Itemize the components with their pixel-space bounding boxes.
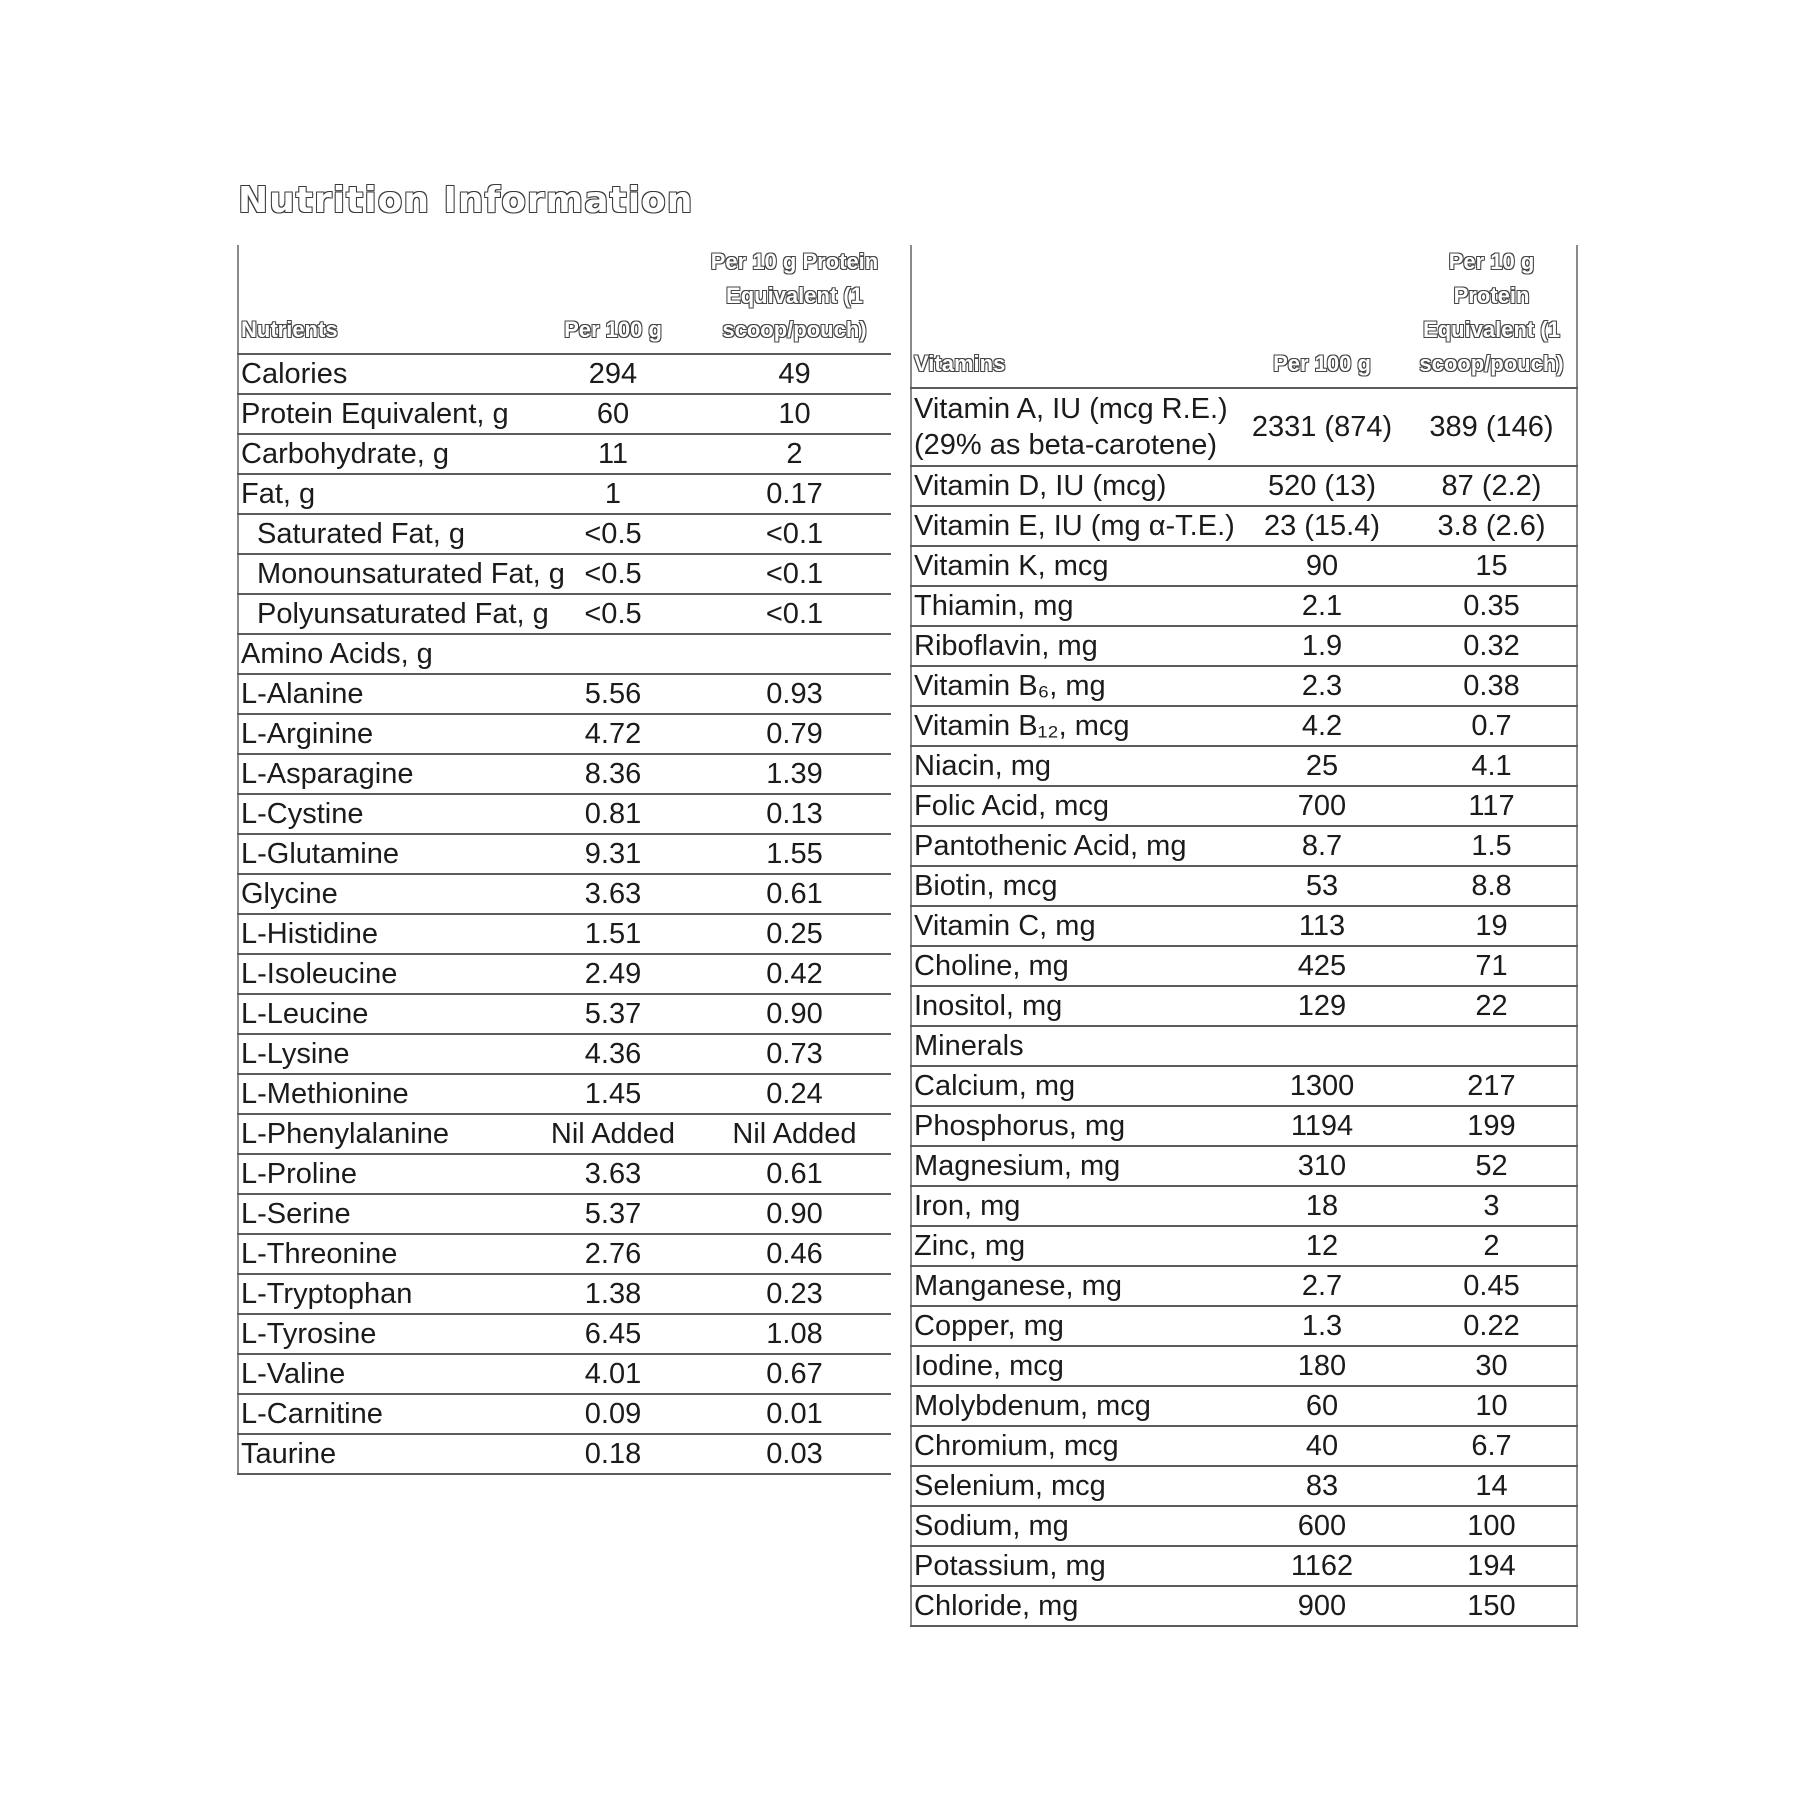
value-per-10g-protein: 15 xyxy=(1407,546,1577,586)
value-per-10g-protein: Nil Added xyxy=(698,1114,891,1154)
nutrient-name: Glycine xyxy=(238,874,528,914)
value-per-100g: <0.5 xyxy=(528,514,698,554)
nutrient-name: Vitamin D, IU (mcg) xyxy=(911,466,1237,506)
value-per-100g: 1.38 xyxy=(528,1274,698,1314)
table-row xyxy=(911,906,1577,946)
nutrient-name: Monounsaturated Fat, g xyxy=(238,554,528,594)
value-per-100g: 0.81 xyxy=(528,794,698,834)
table-row xyxy=(238,714,891,754)
value-per-100g: 2.49 xyxy=(528,954,698,994)
value-per-10g-protein: 100 xyxy=(1407,1506,1577,1546)
value-per-10g-protein: 0.35 xyxy=(1407,586,1577,626)
table-row xyxy=(238,674,891,714)
column-header-per-100g: Per 100 g xyxy=(1237,245,1407,388)
value-per-10g-protein: 117 xyxy=(1407,786,1577,826)
value-per-100g: 2.76 xyxy=(528,1234,698,1274)
value-per-10g-protein: <0.1 xyxy=(698,554,891,594)
table-row xyxy=(911,626,1577,666)
table-row xyxy=(911,586,1577,626)
nutrient-name: Biotin, mcg xyxy=(911,866,1237,906)
nutrient-name: Vitamin K, mcg xyxy=(911,546,1237,586)
nutrient-name: L-Arginine xyxy=(238,714,528,754)
value-per-100g: 1162 xyxy=(1237,1546,1407,1586)
table-row xyxy=(238,474,891,514)
value-per-100g: 18 xyxy=(1237,1186,1407,1226)
value-per-100g: <0.5 xyxy=(528,554,698,594)
value-per-10g-protein: 0.22 xyxy=(1407,1306,1577,1346)
table-row xyxy=(238,1314,891,1354)
value-per-10g-protein: 1.39 xyxy=(698,754,891,794)
nutrient-name: Protein Equivalent, g xyxy=(238,394,528,434)
nutrient-name: Thiamin, mg xyxy=(911,586,1237,626)
nutrients-header-row xyxy=(238,245,891,354)
value-per-10g-protein: 0.17 xyxy=(698,474,891,514)
value-per-100g: 425 xyxy=(1237,946,1407,986)
column-header-per-10g-protein: Per 10 g Protein Equivalent (1 scoop/pouch) xyxy=(1407,245,1577,388)
table-row xyxy=(911,546,1577,586)
value-per-10g-protein: 19 xyxy=(1407,906,1577,946)
table-row xyxy=(238,1154,891,1194)
table-row xyxy=(238,394,891,434)
nutrient-name: Iodine, mcg xyxy=(911,1346,1237,1386)
table-row xyxy=(911,946,1577,986)
value-per-100g: 113 xyxy=(1237,906,1407,946)
table-row xyxy=(911,866,1577,906)
value-per-10g-protein: 1.08 xyxy=(698,1314,891,1354)
value-per-10g-protein: 8.8 xyxy=(1407,866,1577,906)
table-row xyxy=(911,986,1577,1026)
value-per-100g: 60 xyxy=(1237,1386,1407,1426)
table-row xyxy=(911,1586,1577,1626)
table-row xyxy=(238,1194,891,1234)
table-row xyxy=(238,874,891,914)
value-per-10g-protein: 0.13 xyxy=(698,794,891,834)
value-per-10g-protein: 389 (146) xyxy=(1407,388,1577,466)
value-per-100g: 0.18 xyxy=(528,1434,698,1474)
value-per-10g-protein: 1.5 xyxy=(1407,826,1577,866)
value-per-100g: 6.45 xyxy=(528,1314,698,1354)
table-row xyxy=(911,1186,1577,1226)
value-per-100g: 1.51 xyxy=(528,914,698,954)
table-row xyxy=(911,388,1577,466)
value-per-100g: 9.31 xyxy=(528,834,698,874)
value-per-10g-protein: 0.03 xyxy=(698,1434,891,1474)
value-per-100g: Nil Added xyxy=(528,1114,698,1154)
nutrient-name: Copper, mg xyxy=(911,1306,1237,1346)
table-row xyxy=(238,514,891,554)
vitamins-minerals-table xyxy=(910,245,1578,1627)
value-per-100g: 900 xyxy=(1237,1586,1407,1626)
value-per-100g: 5.37 xyxy=(528,1194,698,1234)
value-per-10g-protein: 49 xyxy=(698,354,891,394)
value-per-100g: 5.56 xyxy=(528,674,698,714)
nutrient-name: Magnesium, mg xyxy=(911,1146,1237,1186)
nutrient-name: Polyunsaturated Fat, g xyxy=(238,594,528,634)
value-per-100g: 2.7 xyxy=(1237,1266,1407,1306)
nutrient-name: Fat, g xyxy=(238,474,528,514)
nutrient-name: Potassium, mg xyxy=(911,1546,1237,1586)
nutrient-name: Sodium, mg xyxy=(911,1506,1237,1546)
value-per-10g-protein: 217 xyxy=(1407,1066,1577,1106)
value-per-10g-protein: 22 xyxy=(1407,986,1577,1026)
table-row xyxy=(911,1146,1577,1186)
value-per-10g-protein: 1.55 xyxy=(698,834,891,874)
nutrient-name: L-Valine xyxy=(238,1354,528,1394)
value-per-10g-protein: 30 xyxy=(1407,1346,1577,1386)
nutrient-name: Carbohydrate, g xyxy=(238,434,528,474)
value-per-10g-protein: 4.1 xyxy=(1407,746,1577,786)
nutrient-name: L-Proline xyxy=(238,1154,528,1194)
value-per-10g-protein: 2 xyxy=(1407,1226,1577,1266)
table-row xyxy=(238,354,891,394)
nutrient-name: Niacin, mg xyxy=(911,746,1237,786)
table-row xyxy=(238,434,891,474)
nutrient-name: Chloride, mg xyxy=(911,1586,1237,1626)
table-row xyxy=(238,554,891,594)
table-row xyxy=(238,1074,891,1114)
value-per-10g-protein xyxy=(1407,1026,1577,1066)
column-header-per-100g: Per 100 g xyxy=(528,245,698,354)
table-row xyxy=(911,826,1577,866)
table-row xyxy=(911,1466,1577,1506)
value-per-100g: 1194 xyxy=(1237,1106,1407,1146)
value-per-10g-protein: 0.23 xyxy=(698,1274,891,1314)
nutrient-name: Manganese, mg xyxy=(911,1266,1237,1306)
table-row xyxy=(238,914,891,954)
nutrients-table xyxy=(237,245,891,1475)
value-per-100g: 4.2 xyxy=(1237,706,1407,746)
nutrient-name: L-Histidine xyxy=(238,914,528,954)
value-per-100g: 1 xyxy=(528,474,698,514)
value-per-10g-protein: 10 xyxy=(1407,1386,1577,1426)
value-per-10g-protein xyxy=(698,634,891,674)
nutrient-name: Riboflavin, mg xyxy=(911,626,1237,666)
nutrient-name: L-Methionine xyxy=(238,1074,528,1114)
value-per-100g: 2.3 xyxy=(1237,666,1407,706)
value-per-100g xyxy=(528,634,698,674)
nutrient-name: L-Serine xyxy=(238,1194,528,1234)
table-row xyxy=(911,1426,1577,1466)
table-row xyxy=(911,1546,1577,1586)
column-header-vitamins: Vitamins xyxy=(911,245,1237,388)
nutrient-name: Zinc, mg xyxy=(911,1226,1237,1266)
nutrient-name: Minerals xyxy=(911,1026,1237,1066)
value-per-100g: 1.9 xyxy=(1237,626,1407,666)
page-title: Nutrition Information xyxy=(238,180,694,221)
value-per-10g-protein: 0.24 xyxy=(698,1074,891,1114)
value-per-100g: 1.45 xyxy=(528,1074,698,1114)
nutrient-name: L-Isoleucine xyxy=(238,954,528,994)
value-per-10g-protein: 0.46 xyxy=(698,1234,891,1274)
nutrient-name: Saturated Fat, g xyxy=(238,514,528,554)
value-per-10g-protein: <0.1 xyxy=(698,594,891,634)
value-per-100g: 520 (13) xyxy=(1237,466,1407,506)
value-per-100g: 700 xyxy=(1237,786,1407,826)
table-row xyxy=(238,1234,891,1274)
value-per-10g-protein: 0.90 xyxy=(698,994,891,1034)
table-row xyxy=(238,994,891,1034)
value-per-100g xyxy=(1237,1026,1407,1066)
nutrient-name: Vitamin B₁₂, mcg xyxy=(911,706,1237,746)
value-per-100g: <0.5 xyxy=(528,594,698,634)
table-row xyxy=(238,1394,891,1434)
nutrient-name: Phosphorus, mg xyxy=(911,1106,1237,1146)
table-row xyxy=(238,1114,891,1154)
value-per-100g: 310 xyxy=(1237,1146,1407,1186)
nutrient-name: L-Alanine xyxy=(238,674,528,714)
nutrient-name: L-Leucine xyxy=(238,994,528,1034)
table-row xyxy=(911,786,1577,826)
table-row xyxy=(911,1346,1577,1386)
value-per-10g-protein: 0.93 xyxy=(698,674,891,714)
value-per-10g-protein: 0.67 xyxy=(698,1354,891,1394)
value-per-10g-protein: <0.1 xyxy=(698,514,891,554)
value-per-10g-protein: 0.45 xyxy=(1407,1266,1577,1306)
value-per-100g: 8.36 xyxy=(528,754,698,794)
value-per-100g: 90 xyxy=(1237,546,1407,586)
value-per-10g-protein: 199 xyxy=(1407,1106,1577,1146)
nutrient-name: L-Threonine xyxy=(238,1234,528,1274)
nutrient-name: Choline, mg xyxy=(911,946,1237,986)
value-per-10g-protein: 3.8 (2.6) xyxy=(1407,506,1577,546)
value-per-100g: 4.01 xyxy=(528,1354,698,1394)
nutrient-name: Amino Acids, g xyxy=(238,634,528,674)
nutrient-name: L-Lysine xyxy=(238,1034,528,1074)
value-per-100g: 12 xyxy=(1237,1226,1407,1266)
value-per-10g-protein: 0.25 xyxy=(698,914,891,954)
value-per-100g: 40 xyxy=(1237,1426,1407,1466)
value-per-100g: 8.7 xyxy=(1237,826,1407,866)
value-per-100g: 2331 (874) xyxy=(1237,388,1407,466)
value-per-10g-protein: 0.90 xyxy=(698,1194,891,1234)
value-per-100g: 25 xyxy=(1237,746,1407,786)
value-per-10g-protein: 0.73 xyxy=(698,1034,891,1074)
value-per-10g-protein: 71 xyxy=(1407,946,1577,986)
nutrient-name: Vitamin B₆, mg xyxy=(911,666,1237,706)
value-per-100g: 83 xyxy=(1237,1466,1407,1506)
value-per-10g-protein: 10 xyxy=(698,394,891,434)
value-per-10g-protein: 0.01 xyxy=(698,1394,891,1434)
nutrient-name: Calories xyxy=(238,354,528,394)
table-row xyxy=(238,954,891,994)
value-per-100g: 180 xyxy=(1237,1346,1407,1386)
nutrient-name: L-Tryptophan xyxy=(238,1274,528,1314)
nutrient-name: Vitamin E, IU (mg α-T.E.) xyxy=(911,506,1237,546)
table-row xyxy=(238,794,891,834)
table-row xyxy=(911,1386,1577,1426)
value-per-100g: 0.09 xyxy=(528,1394,698,1434)
nutrient-name: Selenium, mcg xyxy=(911,1466,1237,1506)
nutrient-name: Calcium, mg xyxy=(911,1066,1237,1106)
value-per-100g: 2.1 xyxy=(1237,586,1407,626)
table-row xyxy=(238,1434,891,1474)
table-row xyxy=(911,1306,1577,1346)
value-per-100g: 129 xyxy=(1237,986,1407,1026)
table-row xyxy=(911,1266,1577,1306)
nutrient-name: Folic Acid, mcg xyxy=(911,786,1237,826)
value-per-10g-protein: 6.7 xyxy=(1407,1426,1577,1466)
nutrient-name: Molybdenum, mcg xyxy=(911,1386,1237,1426)
table-row xyxy=(238,594,891,634)
table-row xyxy=(911,1106,1577,1146)
table-row xyxy=(911,1066,1577,1106)
table-row xyxy=(911,666,1577,706)
value-per-100g: 60 xyxy=(528,394,698,434)
section-header-row xyxy=(238,634,891,674)
nutrient-name: Chromium, mcg xyxy=(911,1426,1237,1466)
value-per-10g-protein: 3 xyxy=(1407,1186,1577,1226)
value-per-10g-protein: 52 xyxy=(1407,1146,1577,1186)
value-per-10g-protein: 2 xyxy=(698,434,891,474)
value-per-100g: 1.3 xyxy=(1237,1306,1407,1346)
table-row xyxy=(911,1226,1577,1266)
table-row xyxy=(911,1506,1577,1546)
value-per-10g-protein: 194 xyxy=(1407,1546,1577,1586)
table-row xyxy=(238,834,891,874)
nutrient-name: Taurine xyxy=(238,1434,528,1474)
value-per-100g: 4.36 xyxy=(528,1034,698,1074)
nutrient-name: L-Phenylalanine xyxy=(238,1114,528,1154)
value-per-10g-protein: 0.32 xyxy=(1407,626,1577,666)
value-per-10g-protein: 150 xyxy=(1407,1586,1577,1626)
value-per-100g: 4.72 xyxy=(528,714,698,754)
nutrient-name: Vitamin A, IU (mcg R.E.) (29% as beta-carotene) xyxy=(911,388,1237,466)
nutrient-name: Iron, mg xyxy=(911,1186,1237,1226)
value-per-10g-protein: 0.61 xyxy=(698,1154,891,1194)
column-header-per-10g-protein: Per 10 g Protein Equivalent (1 scoop/pouch) xyxy=(698,245,891,354)
nutrient-name: L-Asparagine xyxy=(238,754,528,794)
value-per-10g-protein: 0.61 xyxy=(698,874,891,914)
value-per-100g: 3.63 xyxy=(528,874,698,914)
nutrient-name: L-Tyrosine xyxy=(238,1314,528,1354)
vitamins-header-row xyxy=(911,245,1577,388)
table-row xyxy=(911,706,1577,746)
value-per-10g-protein: 0.42 xyxy=(698,954,891,994)
value-per-100g: 600 xyxy=(1237,1506,1407,1546)
nutrient-name: Vitamin C, mg xyxy=(911,906,1237,946)
table-row xyxy=(911,466,1577,506)
value-per-100g: 3.63 xyxy=(528,1154,698,1194)
value-per-10g-protein: 87 (2.2) xyxy=(1407,466,1577,506)
value-per-10g-protein: 0.7 xyxy=(1407,706,1577,746)
table-row xyxy=(238,1034,891,1074)
value-per-100g: 1300 xyxy=(1237,1066,1407,1106)
column-header-nutrients: Nutrients xyxy=(238,245,528,354)
value-per-100g: 11 xyxy=(528,434,698,474)
nutrient-name: Pantothenic Acid, mg xyxy=(911,826,1237,866)
table-row xyxy=(911,746,1577,786)
value-per-10g-protein: 0.79 xyxy=(698,714,891,754)
value-per-10g-protein: 0.38 xyxy=(1407,666,1577,706)
value-per-10g-protein: 14 xyxy=(1407,1466,1577,1506)
value-per-100g: 23 (15.4) xyxy=(1237,506,1407,546)
section-header-row xyxy=(911,1026,1577,1066)
value-per-100g: 5.37 xyxy=(528,994,698,1034)
table-row xyxy=(238,1354,891,1394)
nutrient-name: L-Cystine xyxy=(238,794,528,834)
nutrient-name: Inositol, mg xyxy=(911,986,1237,1026)
value-per-100g: 294 xyxy=(528,354,698,394)
nutrient-name: L-Carnitine xyxy=(238,1394,528,1434)
table-row xyxy=(238,754,891,794)
table-row xyxy=(911,506,1577,546)
nutrient-name: L-Glutamine xyxy=(238,834,528,874)
value-per-100g: 53 xyxy=(1237,866,1407,906)
table-row xyxy=(238,1274,891,1314)
